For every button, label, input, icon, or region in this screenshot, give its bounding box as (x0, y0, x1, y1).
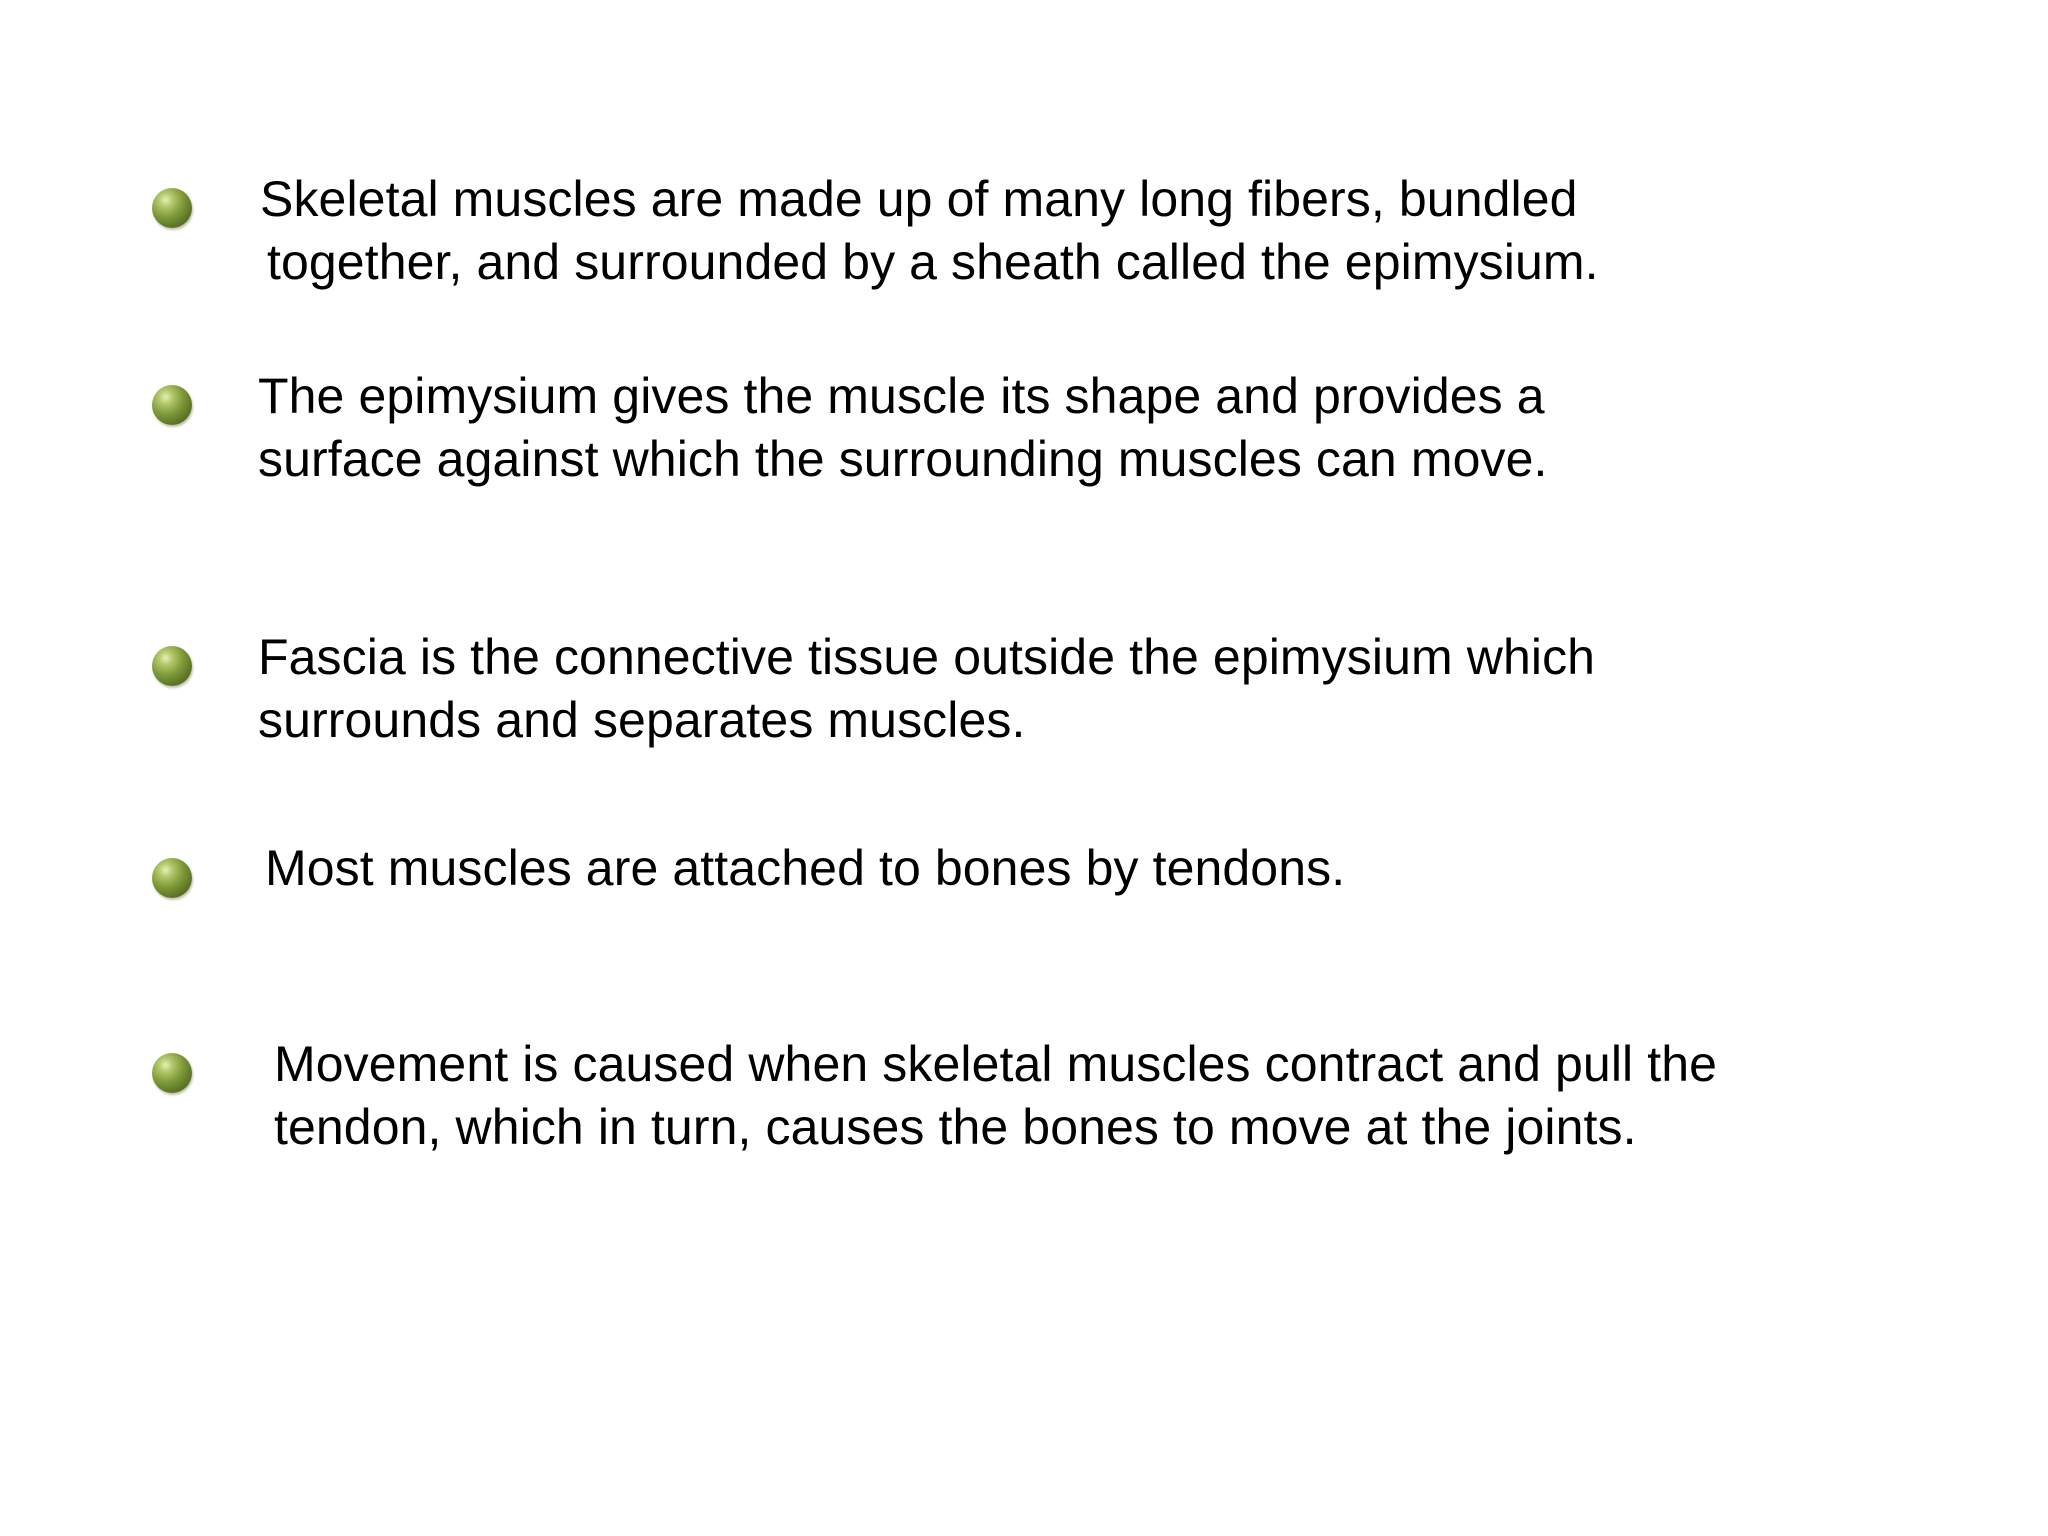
bullet-text-2 (258, 365, 1547, 491)
bullet-text-5 (274, 1033, 1717, 1159)
bullet-text-1 (260, 168, 1599, 294)
bullet-2-line-2: surface against which the surrounding muscles can move. (258, 431, 1548, 487)
bullet-3-line-2: surrounds and separates muscles. (258, 692, 1026, 748)
bullet-5-line-1: Movement is caused when skeletal muscles contract and pull the (274, 1036, 1718, 1092)
green-sphere-bullet-icon (152, 385, 192, 425)
green-sphere-bullet-icon (152, 1053, 192, 1093)
green-sphere-bullet-icon (152, 188, 192, 228)
bullet-text-4 (265, 837, 1345, 900)
bullet-1-line-2: together, and surrounded by a sheath called the epimysium. (267, 234, 1599, 290)
green-sphere-bullet-icon (152, 858, 192, 898)
green-sphere-bullet-icon (152, 646, 192, 686)
bullet-5-line-2: tendon, which in turn, causes the bones to move at the joints. (274, 1099, 1637, 1155)
bullet-3-line-1: Fascia is the connective tissue outside the epimysium which (258, 629, 1596, 685)
bullet-2-line-1: The epimysium gives the muscle its shape and provides a (258, 368, 1545, 424)
bullet-text-3 (258, 626, 1595, 752)
bullet-1-line-1: Skeletal muscles are made up of many long fibers, bundled (260, 171, 1578, 227)
bullet-4-line-1: Most muscles are attached to bones by tendons. (265, 840, 1346, 896)
